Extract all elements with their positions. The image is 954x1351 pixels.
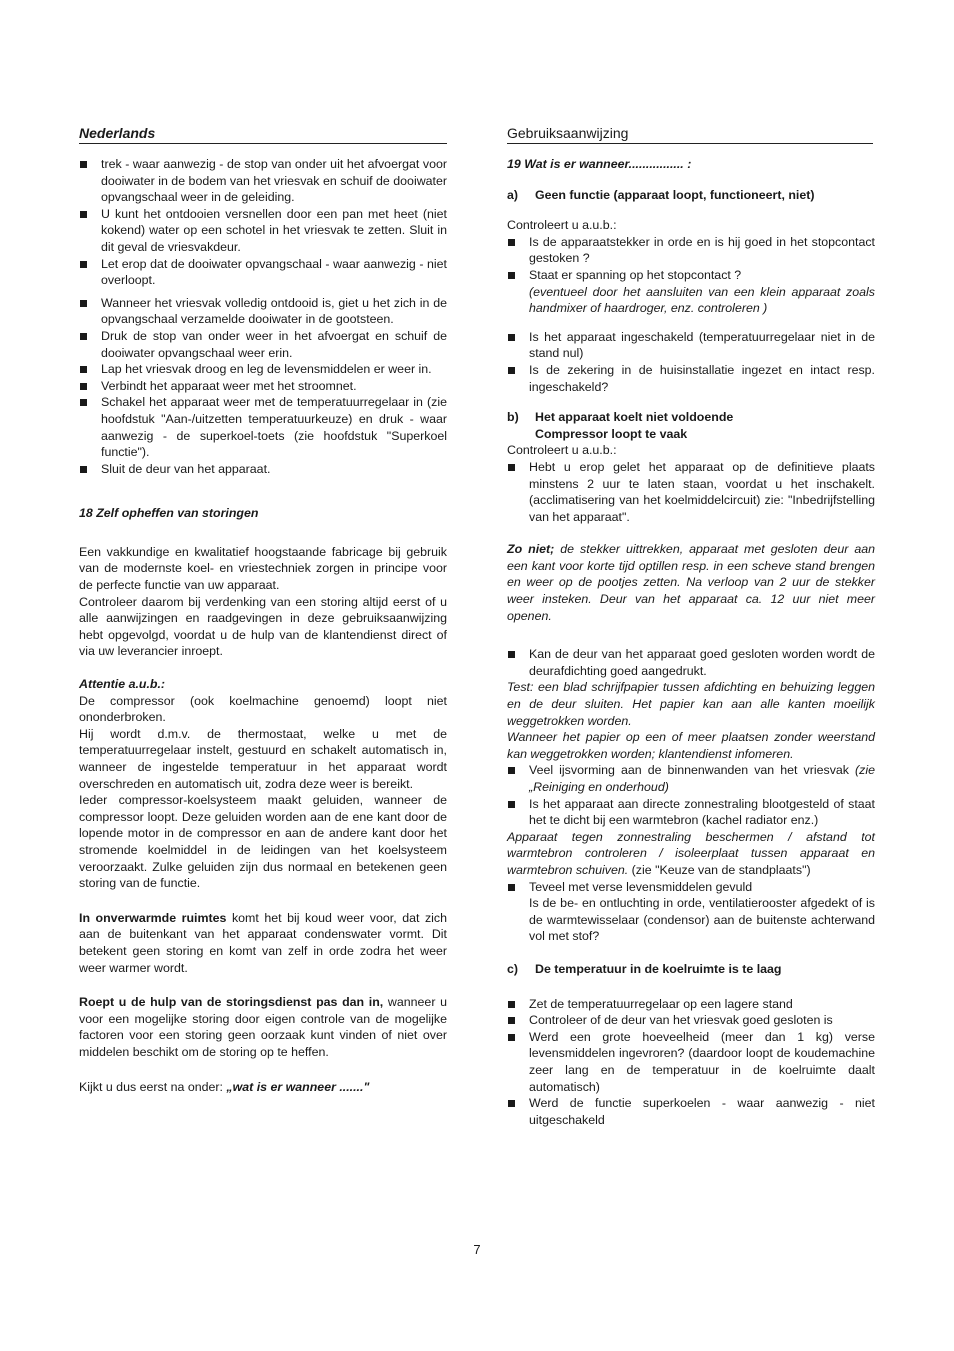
paragraph-zo-niet: [507, 541, 875, 624]
paragraph-roept: [79, 994, 447, 1060]
list-item-note: (eventueel door het aansluiten van een klein apparaat zoals handmixer of haardroger, enz. controleren ): [529, 284, 875, 316]
subsection-line: Het apparaat koelt niet voldoende: [535, 410, 734, 425]
list-item: Wanneer het vriesvak volledig ontdooid is, giet u het zich in de opvangschaal verzamelde dooiwater in de gootsteen.: [79, 295, 447, 328]
list-item: Is de apparaatstekker in orde en is hij goed in het stopcontact gestoken ?: [507, 234, 875, 267]
list-item-text: Veel ijsvorming aan de binnenwanden van het vriesvak: [529, 763, 856, 778]
list-item: Hebt u erop gelet het apparaat op de definitieve plaats minstens 2 uur te laten staan, voordat u het inschakelt. (acclimatisering van het koelmiddelcircuit) zie: "Inbedrijfstelling van het apparaat".: [507, 459, 875, 525]
paragraph: Ieder compressor-koelsysteem maakt geluiden, wanneer de compressor loopt. Deze geluiden worden aan de ene kant door de lopende motor in de compressor en aan de andere kant door het stromende koelmiddel in de leidingen van het koelsysteem veroorzaakt. Zulke geluiden zijn dus normaal en betekenen geen storing van de functie.: [79, 793, 447, 891]
paragraph-text: (zie "Keuze van de standplaats"): [628, 862, 811, 877]
paragraph-text: komt het bij koud weer voor, dat zich aan de buitenkant van het apparaat condenswater vormt. Dit betekent geen storing en komt van zelf in orde zodra het weer weer warmer wordt.: [79, 910, 447, 975]
paragraph-text: Apparaat tegen zonnestraling beschermen / afstand tot warmtebron controleren / isoleerplaat tussen apparaat en warmtebron schuiven.: [507, 829, 875, 877]
subsection-text: [535, 409, 733, 442]
paragraph-wanneer: Wanneer het papier op een of meer plaatsen zonder weerstand kan weggetrokken worden; klantendienst infomeren.: [507, 730, 875, 761]
list-item: Is de zekering in de huisinstallatie ingezet en intact resp. ingeschakeld?: [507, 362, 875, 395]
paragraph: Controleer daarom bij verdenking van een storing altijd eerst of u alle aanwijzingen en raadgevingen in deze gebruiksaanwijzing hebt opgevolgd, voordat u de hulp van de klantendienst direct of via uw leverancier inroept.: [79, 594, 447, 659]
cross-reference: „wat is er wanneer .......": [226, 1079, 370, 1094]
right-column: [507, 124, 875, 1128]
subsection-label: c): [507, 961, 519, 976]
after-defrost-list: [79, 295, 447, 478]
list-item: Schakel het apparaat weer met de temperatuurregelaar in (zie hoofdstuk "Aan-/uitzetten temperatuurkeuze) en druk - waar aanwezig - de superkoel-toets (zie hoofdstuk "Superkoel functie").: [79, 394, 447, 460]
list-item: Lap het vriesvak droog en leg de levensmiddelen er weer in.: [79, 361, 447, 378]
subsection-label: b): [507, 410, 519, 425]
subsection-a-list-2: [507, 329, 875, 395]
subsection-b-title: [507, 409, 875, 442]
subsection-line: Compressor loopt te vaak: [535, 426, 688, 441]
paragraph: Een vakkundige en kwalitatief hoogstaande fabricage bij gebruik van de modernste koel- en vriestechniek zorgen in principe voor de perfecte functie van uw apparaat.: [79, 544, 447, 593]
paragraph-apparaat: [507, 829, 875, 879]
list-item: Is het apparaat aan directe zonnestraling blootgesteld of staat het te dicht bij een warmtebron (kachel radiator enz.): [507, 796, 875, 829]
section-19-title: 19 Wat is er wanneer................ :: [507, 157, 692, 171]
subsection-b-list: [507, 459, 875, 525]
paragraph-kijkt: [79, 1079, 447, 1096]
paragraph-text: de stekker uittrekken, apparaat met gesloten deur aan een kant voor korte tijd optillen resp. in een scheve stand brengen en weer op de pootjes zetten. Na verloop van 2 uur de stekker weer insteken. Deur van het apparaat ca. 12 uur niet meer openen.: [507, 542, 875, 623]
subsection-a-list: [507, 234, 875, 317]
list-item: [507, 879, 875, 945]
list-item: Sluit de deur van het apparaat.: [79, 461, 447, 478]
list-item: [507, 267, 875, 317]
bold-lead: Roept u de hulp van de storingsdienst pas dan in,: [79, 995, 384, 1010]
subsection-c-title: [507, 961, 875, 978]
subsection-b-list-3: [507, 762, 875, 828]
list-item: Werd de functie superkoelen - waar aanwezig - niet uitgeschakeld: [507, 1095, 875, 1128]
check-intro: Controleert u a.u.b.:: [507, 218, 617, 233]
list-item-text: Teveel met verse levensmiddelen gevuld: [529, 879, 753, 894]
list-item: [507, 762, 875, 795]
list-item: Controleer of de deur van het vriesvak goed gesloten is: [507, 1012, 875, 1029]
page-number: 7: [473, 1242, 481, 1257]
list-item: U kunt het ontdooien versnellen door een pan met heet (niet kokend) water op een schotel in het vriesvak te zetten. Sluit in dit geval de vriesvakdeur.: [79, 206, 447, 256]
subsection-b-list-4: [507, 879, 875, 945]
attentie-title: Attentie a.u.b.:: [79, 677, 166, 692]
defrost-steps-list: [79, 156, 447, 289]
subsection-label: a): [507, 187, 519, 202]
subsection-a-title: [507, 187, 875, 204]
paragraph-text: Kijkt u dus eerst na onder:: [79, 1079, 227, 1094]
paragraph-onverwarmd: [79, 910, 447, 976]
subsection-c-list: [507, 996, 875, 1129]
list-item: Verbindt het apparaat weer met het stroomnet.: [79, 378, 447, 395]
paragraph: Hij wordt d.m.v. de thermostaat, welke u met de temperatuurregelaar instelt, gestuurd en schakelt automatisch in, wanneer de ingestelde temperatuur in het apparaat wordt overschreden en automatisch uit, zodra deze weer is bereikt.: [79, 726, 447, 791]
paragraph-test: Test: een blad schrijfpapier tussen afdichting en behuizing leggen en de deur sluiten. Het papier kan aan alle kanten moeilijk weggetrokken worden.: [507, 680, 875, 728]
list-item-extra: Is de be- en ontluchting in orde, ventilatierooster afgedekt of is de warmtewisselaar (condensor) aan de buitenste achterwand vol met stof?: [529, 896, 875, 944]
check-intro: Controleert u a.u.b.:: [507, 443, 617, 458]
subsection-text: Geen functie (apparaat loopt, functioneert, niet): [535, 187, 815, 202]
paragraph-text: wanneer u voor een mogelijke storing door eigen controle van de mogelijke factoren voor een storing geen oorzaak kunt vinden of niet over middelen beschikt om de storing op te heffen.: [79, 995, 447, 1059]
list-item: Zet de temperatuurregelaar op een lagere stand: [507, 996, 875, 1013]
bold-lead: In onverwarmde ruimtes: [79, 910, 227, 925]
left-column: [79, 124, 447, 1095]
subsection-b-list-2: [507, 646, 875, 679]
paragraph: De compressor (ook koelmachine genoemd) loopt niet ononderbroken.: [79, 693, 447, 725]
list-item: Werd een grote hoeveelheid (meer dan 1 kg) verse levensmiddelen ingevroren? (daardoor loopt de koudemachine zeer lang en de temperatuur in de koelruimte daalt automatisch): [507, 1029, 875, 1095]
list-item: Let erop dat de dooiwater opvangschaal - waar aanwezig - niet overloopt.: [79, 256, 447, 289]
document-header: Gebruiksaanwijzing: [507, 124, 873, 144]
subsection-text: De temperatuur in de koelruimte is te laag: [535, 961, 782, 976]
list-item: Druk de stop van onder weer in het afvoergat en schuif de dooiwater opvangschaal weer erin.: [79, 328, 447, 361]
list-item: Kan de deur van het apparaat goed gesloten worden wordt de deurafdichting goed aangedrukt.: [507, 646, 875, 679]
list-item-text: Staat er spanning op het stopcontact ?: [529, 267, 742, 282]
list-item: trek - waar aanwezig - de stop van onder uit het afvoergat voor dooiwater in de bodem van het vriesvak en schuif de dooiwater opvangschaal weer in de geleiding.: [79, 156, 447, 206]
section-18-title: 18 Zelf opheffen van storingen: [79, 506, 259, 521]
list-item-note: (zie „Reiniging en onderhoud): [529, 763, 875, 794]
list-item: Is het apparaat ingeschakeld (temperatuurregelaar niet in de stand nul): [507, 329, 875, 362]
language-header: Nederlands: [79, 124, 447, 144]
bold-lead: Zo niet;: [507, 542, 555, 557]
